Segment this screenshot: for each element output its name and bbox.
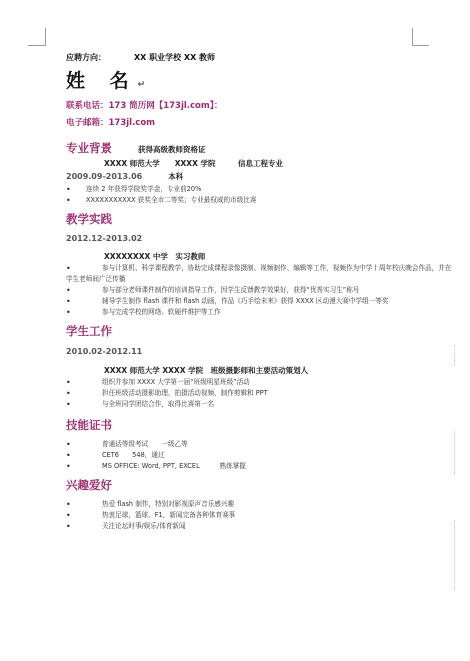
- paragraph-return-icon: ↵: [137, 80, 146, 90]
- list-item: • 组织并参加 XXXX 大学第一届“班级明星班级”活动: [66, 377, 456, 388]
- list-item: • MS OFFICE: Word, PPT, EXCEL 熟练掌握: [66, 461, 456, 472]
- crop-mark-top-right-horizontal: [412, 45, 429, 46]
- section-title-teaching: 教学实践: [66, 212, 112, 226]
- contact-phone: 联系电话：173 简历网【173jl.com】：: [66, 101, 223, 111]
- education-date-line: [66, 171, 456, 183]
- section-title-interests: 兴趣爱好: [66, 478, 112, 492]
- list-item: • 与全班同学团结合作，取得比赛第一名: [66, 399, 456, 410]
- student-work-org-line: XXXX 师范大学 XXXX 学院 班级摄影师和主要活动策划人: [104, 366, 309, 375]
- crop-mark-top-left-vertical: [45, 28, 46, 46]
- job-label: 应聘方向：: [66, 53, 106, 62]
- list-item: • CET6 548，通过: [66, 450, 456, 461]
- list-item: • 参与部分老师课件制作的培训指导工作，因学生反馈教学效果好，获得“优秀实习生”称号: [66, 285, 456, 296]
- name-text: 姓 名: [66, 70, 138, 92]
- list-item: • 热爱 flash 制作，特别对影视原声音乐感兴趣: [66, 499, 456, 510]
- teaching-date: 2012.12-2013.02: [66, 234, 143, 243]
- interests-bullets: [66, 499, 456, 532]
- job-value: XX 职业学校 XX 教师: [134, 53, 216, 62]
- job-objective: [66, 50, 456, 66]
- list-item: • 担任班级活动摄影助理，拍摄活动视频，制作剪辑和 PPT: [66, 388, 456, 399]
- section-title-education: 专业背景: [66, 141, 112, 155]
- section-title-skills: 技能证书: [66, 418, 112, 432]
- list-item: • 普通话等级考试 一级乙等: [66, 439, 456, 450]
- teaching-school-line: XXXXXXXX 中学 实习教师: [104, 252, 206, 261]
- list-item: • 关注论坛时事/娱乐/体育新闻: [66, 521, 456, 532]
- education-bullets: [66, 184, 456, 206]
- education-date: 2009.09-2013.06: [66, 172, 143, 181]
- resume-document: [66, 50, 456, 532]
- list-item: • 参与完成学校的网络、软硬件维护等工作: [66, 307, 456, 318]
- crop-mark-top-left-horizontal: [28, 45, 45, 46]
- list-item: • 热衷足球，篮球，F1，新闻完备各种体育赛事: [66, 510, 456, 521]
- education-degree: 本科: [168, 172, 184, 181]
- list-item: • 参与计算机、科学课程教学，协助完成课程录像摄制、视频制作、编辑等工作，视频作为中学十周年校庆晚会作品，并在学生老师间广泛传播: [66, 263, 456, 285]
- list-item: • 连续 2 年获得学院奖学金，专业前20%: [66, 184, 456, 195]
- contact-email: 电子邮箱：173jl.com: [66, 118, 156, 128]
- list-item: • 辅导学生制作 flash 课件和 flash 动画，作品《巧手绘未来》获得 XXXX 区动漫大赛中学组一等奖: [66, 296, 456, 307]
- education-header: [66, 141, 456, 156]
- section-title-student-work: 学生工作: [66, 324, 112, 338]
- candidate-name: [66, 68, 456, 98]
- education-school-line: XXXX 师范大学 XXXX 学院 信息工程专业: [104, 159, 283, 168]
- crop-mark-top-right-vertical: [412, 28, 413, 46]
- student-work-date: 2010.02-2012.11: [66, 347, 143, 356]
- teacher-certificate: 获得高级教师资格证: [138, 145, 206, 154]
- list-item: • XXXXXXXXXXX 获奖全市二等奖；专业最权威的市级比赛: [66, 195, 456, 206]
- student-work-bullets: [66, 377, 456, 410]
- skills-bullets: [66, 439, 456, 472]
- teaching-bullets: [66, 263, 456, 318]
